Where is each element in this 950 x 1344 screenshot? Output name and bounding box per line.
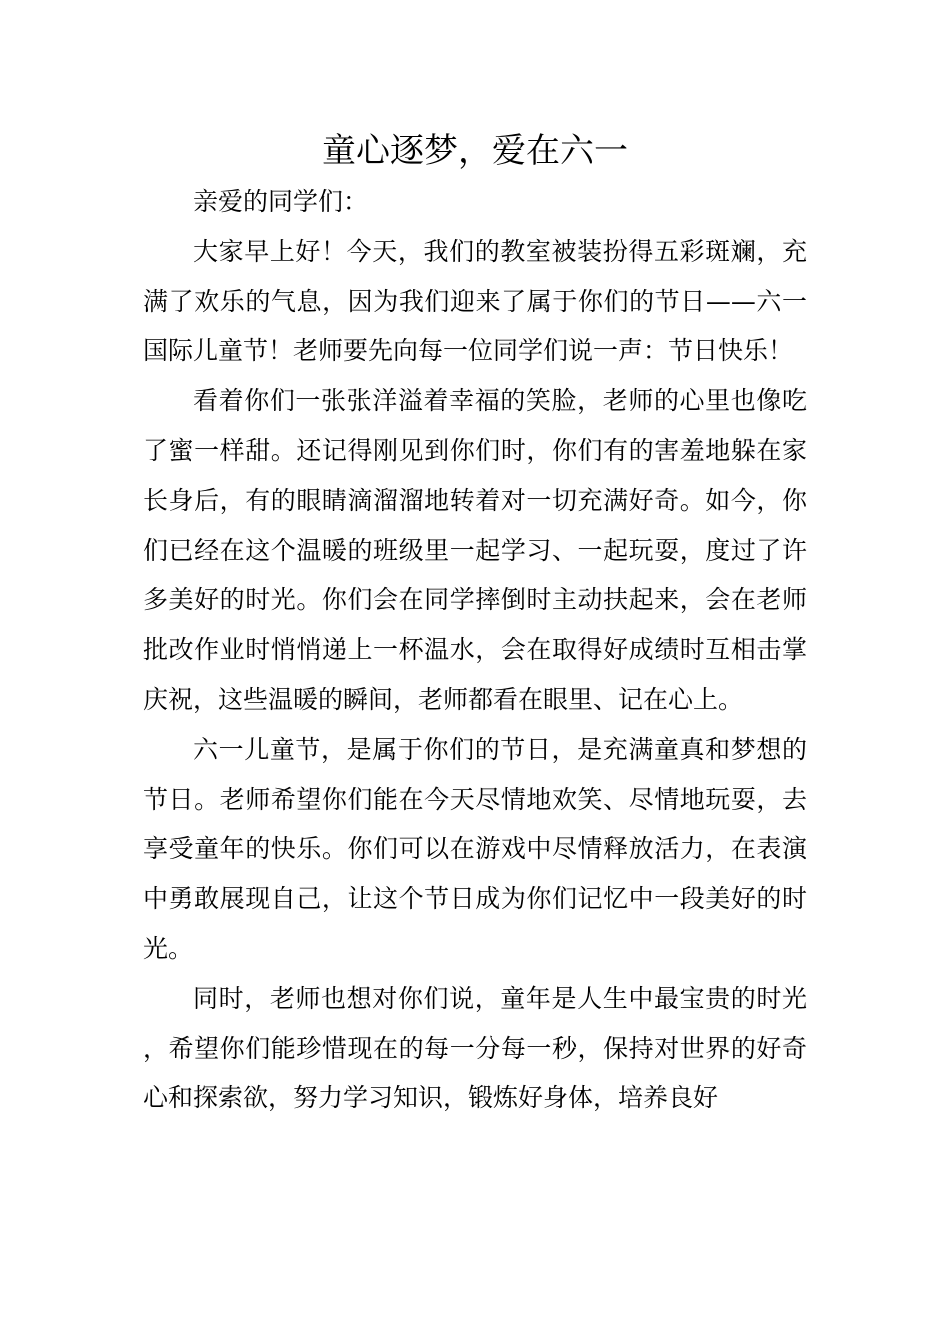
paragraph-3: 六一儿童节，是属于你们的节日，是充满童真和梦想的节日。老师希望你们能在今天尽情地欢笑、尽情地玩耍，去享受童年的快乐。你们可以在游戏中尽情释放活力，在表演中勇敢展现自己，让这个节日成为你们记忆中一段美好的时光。 (143, 734, 807, 963)
paragraph-4: 同时，老师也想对你们说，童年是人生中最宝贵的时光，希望你们能珍惜现在的每一分每一秒，保持对世界的好奇心和探索欲，努力学习知识，锻炼好身体，培养良好 (143, 983, 807, 1113)
document-title: 童心逐梦，爱在六一 (322, 131, 628, 171)
paragraph-2: 看着你们一张张洋溢着幸福的笑脸，老师的心里也像吃了蜜一样甜。还记得刚见到你们时，你们有的害羞地躲在家长身后，有的眼睛滴溜溜地转着对一切充满好奇。如今，你们已经在这个温暖的班级里一起学习、一起玩耍，度过了许多美好的时光。你们会在同学摔倒时主动扶起来，会在老师批改作业时悄悄递上一杯温水，会在取得好成绩时互相击掌庆祝，这些温暖的瞬间，老师都看在眼里、记在心上。 (143, 386, 807, 714)
paragraph-1: 大家早上好！今天，我们的教室被装扮得五彩斑斓，充满了欢乐的气息，因为我们迎来了属于你们的节日——六一国际儿童节！老师要先向每一位同学们说一声：节日快乐！ (143, 236, 807, 366)
document-body (143, 177, 807, 1123)
salutation: 亲爱的同学们： (193, 187, 369, 216)
